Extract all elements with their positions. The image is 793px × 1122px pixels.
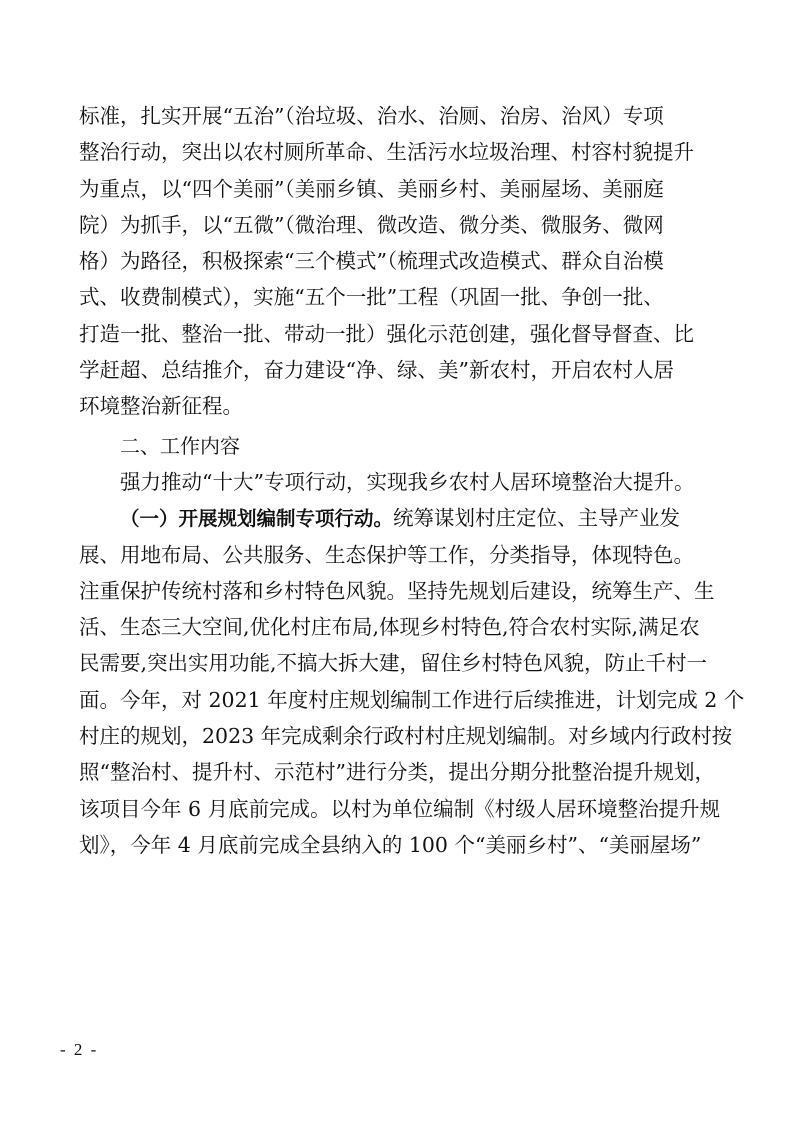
item1-first-line — [79, 500, 719, 536]
paragraph-line: 民需要,突出实用功能,不搞大拆大建，留住乡村特色风貌，防止千村一 — [79, 651, 708, 676]
item1-first-text: 统筹谋划村庄定位、主导产业发 — [393, 506, 681, 531]
paragraph-line: 面。今年，对 2021 年度村庄规划编制工作进行后续推进，计划完成 2 个 — [79, 687, 745, 712]
paragraph-line: 格）为路径，积极探索“三个模式”（梳理式改造模式、群众自治模 — [79, 249, 664, 274]
paragraph-line: 式、收费制模式），实施“五个一批”工程（巩固一批、争创一批、 — [79, 285, 664, 310]
paragraph-line: 展、用地布局、公共服务、生态保护等工作，分类指导，体现特色。 — [79, 542, 694, 567]
paragraph-line: 活、生态三大空间,优化村庄布局,体现乡村特色,符合农村实际,满足农 — [79, 615, 700, 640]
document-body — [79, 98, 745, 863]
paragraph-line: 整治行动，突出以农村厕所革命、生活污水垃圾治理、村容村貌提升 — [79, 140, 694, 165]
paragraph-line: 村庄的规划，2023 年完成剩余行政村村庄规划编制。对乡域内行政村按 — [79, 724, 733, 749]
page-number: - 2 - — [60, 1040, 99, 1059]
item1-title: （一）开展规划编制专项行动。 — [120, 507, 394, 531]
paragraph-line: 环境整治新征程。 — [79, 394, 243, 419]
section-heading: 二、工作内容 — [120, 433, 240, 458]
paragraph-line: 标准，扎实开展“五治”（治垃圾、治水、治厕、治房、治风）专项 — [79, 104, 664, 128]
paragraph-line: 院）为抓手，以“五微”（微治理、微改造、微分类、微服务、微网 — [79, 212, 664, 237]
paragraph-line: 照“整治村、提升村、示范村”进行分类，提出分期分批整治提升规划， — [79, 760, 715, 785]
paragraph-line: 打造一批、整治一批、带动一批）强化示范创建，强化督导督查、比 — [79, 321, 694, 346]
paragraph-line: 为重点，以“四个美丽”（美丽乡镇、美丽乡村、美丽屋场、美丽庭 — [79, 176, 664, 201]
paragraph-line: 注重保护传统村落和乡村特色风貌。坚持先规划后建设，统筹生产、生 — [79, 578, 715, 603]
paragraph-line: 划》，今年 4 月底前完成全县纳入的 100 个“美丽乡村”、“美丽屋场” — [79, 832, 702, 857]
intro-paragraph: 强力推动“十大”专项行动，实现我乡农村人居环境整治大提升。 — [120, 469, 695, 494]
paragraph-line: 该项目今年 6 月底前完成。以村为单位编制《村级人居环境整治提升规 — [79, 796, 721, 821]
paragraph-line: 学赶超、总结推介，奋力建设“净、绿、美”新农村，开启农村人居 — [79, 358, 674, 383]
